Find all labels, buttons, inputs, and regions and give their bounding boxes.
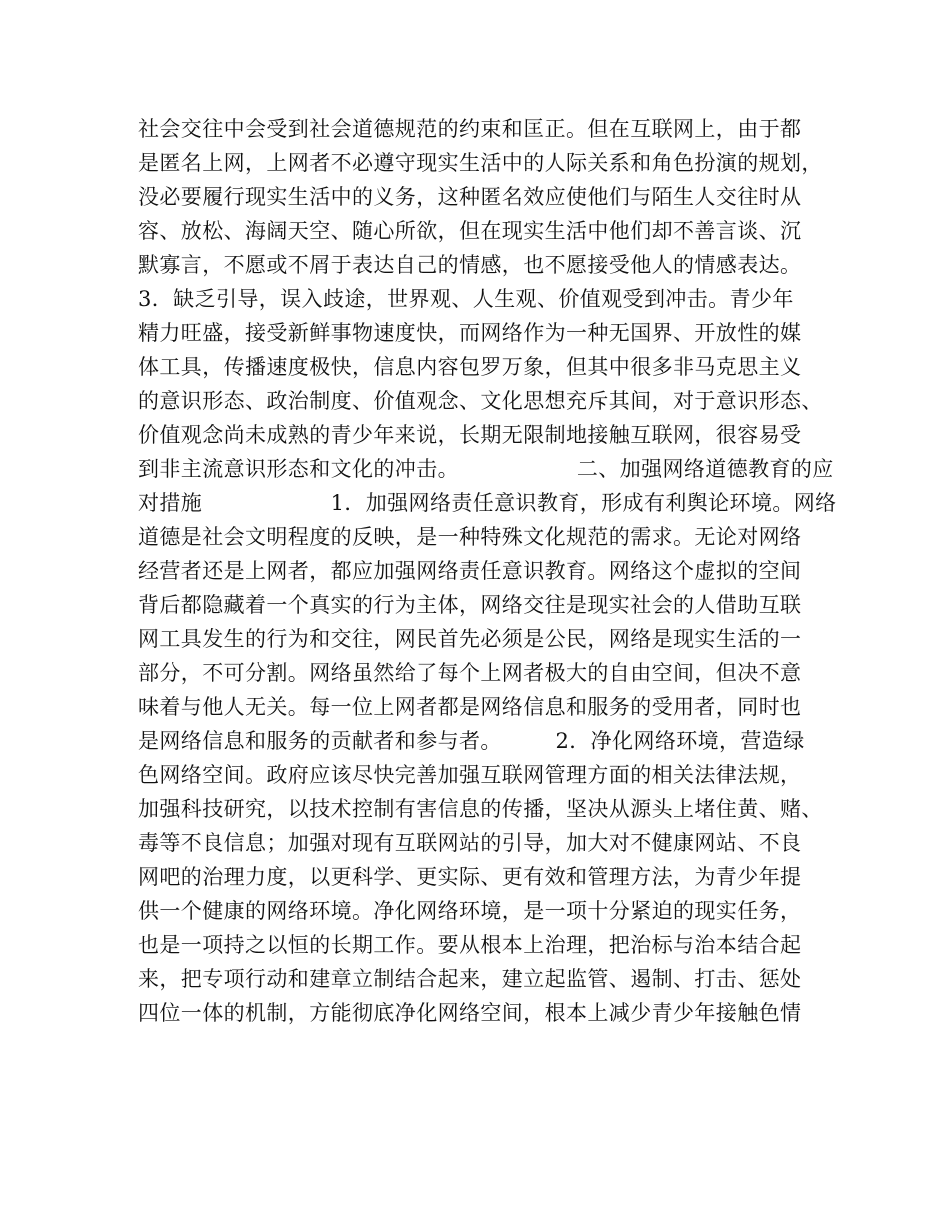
text-line: 体工具，传播速度极快，信息内容包罗万象，但其中很多非马克思主义 <box>138 355 802 379</box>
text-line: 来，把专项行动和建章立制结合起来，建立起监管、遏制、打击、惩处 <box>138 967 802 991</box>
text-line: 背后都隐藏着一个真实的行为主体，网络交往是现实社会的人借助互联 <box>138 593 802 617</box>
text-line: 精力旺盛，接受新鲜事物速度快，而网络作为一种无国界、开放性的媒 <box>138 321 802 345</box>
text-line: 默寡言，不愿或不屑于表达自己的情感，也不愿接受他人的情感表达。 <box>138 253 802 277</box>
text-line: 毒等不良信息；加强对现有互联网站的引导，加大对不健康网站、不良 <box>138 831 802 855</box>
text-line: 3．缺乏引导，误入歧途，世界观、人生观、价值观受到冲击。青少年 <box>138 287 794 311</box>
text-line: 也是一项持之以恒的长期工作。要从根本上治理，把治标与治本结合起 <box>138 933 802 957</box>
text-line: 经营者还是上网者，都应加强网络责任意识教育。网络这个虚拟的空间 <box>138 559 802 583</box>
text-line: 味着与他人无关。每一位上网者都是网络信息和服务的受用者，同时也 <box>138 695 802 719</box>
text-line: 加强科技研究，以技术控制有害信息的传播，坚决从源头上堵住黄、赌、 <box>138 797 823 821</box>
text-line: 四位一体的机制，方能彻底净化网络空间，根本上减少青少年接触色情 <box>138 1001 802 1025</box>
text-line: 的意识形态、政治制度、价值观念、文化思想充斥其间，对于意识形态、 <box>138 389 823 413</box>
text-line: 对措施 1．加强网络责任意识教育，形成有利舆论环境。网络 <box>138 491 837 515</box>
text-line: 道德是社会文明程度的反映，是一种特殊文化规范的需求。无论对网络 <box>138 525 802 549</box>
text-line: 供一个健康的网络环境。净化网络环境，是一项十分紧迫的现实任务， <box>138 899 802 923</box>
text-line: 网吧的治理力度，以更科学、更实际、更有效和管理方法，为青少年提 <box>138 865 802 889</box>
text-line: 是网络信息和服务的贡献者和参与者。 2．净化网络环境，营造绿 <box>138 729 805 753</box>
text-line: 没必要履行现实生活中的义务，这种匿名效应使他们与陌生人交往时从 <box>138 185 802 209</box>
text-line: 容、放松、海阔天空、随心所欲，但在现实生活中他们却不善言谈、沉 <box>138 219 802 243</box>
text-line: 色网络空间。政府应该尽快完善加强互联网管理方面的相关法律法规， <box>138 763 802 787</box>
body-text <box>138 112 838 1030</box>
text-line: 网工具发生的行为和交往，网民首先必须是公民，网络是现实生活的一 <box>138 627 802 651</box>
text-line: 社会交往中会受到社会道德规范的约束和匡正。但在互联网上，由于都 <box>138 117 802 141</box>
text-line: 到非主流意识形态和文化的冲击。 二、加强网络道德教育的应 <box>138 457 834 481</box>
text-line: 价值观念尚未成熟的青少年来说，长期无限制地接触互联网，很容易受 <box>138 423 802 447</box>
text-line: 部分，不可分割。网络虽然给了每个上网者极大的自由空间，但决不意 <box>138 661 802 685</box>
text-line: 是匿名上网，上网者不必遵守现实生活中的人际关系和角色扮演的规划， <box>138 151 823 175</box>
